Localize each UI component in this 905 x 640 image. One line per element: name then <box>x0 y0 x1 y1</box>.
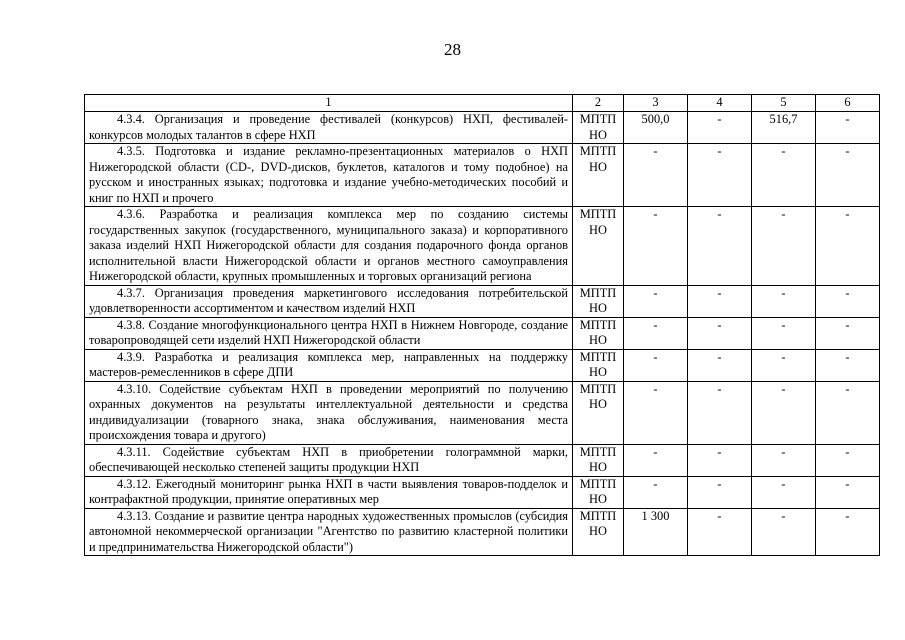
measure-description: 4.3.10. Содействие субъектам НХП в проведении мероприятий по получению охранных документов на результаты интеллектуальной деятельности и средства индивидуализации (товарного знака, знака обслуживания, наименования места происхождения товара и другого) <box>85 381 573 444</box>
program-table <box>84 94 880 556</box>
value-col-4: - <box>688 317 752 349</box>
responsible-org: МПТП НО <box>573 508 624 556</box>
table-row <box>85 381 880 444</box>
value-col-6: - <box>816 381 880 444</box>
table-row <box>85 144 880 207</box>
value-col-4: - <box>688 349 752 381</box>
value-col-4: - <box>688 207 752 286</box>
measure-description: 4.3.5. Подготовка и издание рекламно-презентационных материалов о НХП Нижегородской области (CD-, DVD-дисков, буклетов, каталогов и тому подобное) на русском и иностранных языках; подготовка и издание учебно-методических пособий и книг по НХП и прочего <box>85 144 573 207</box>
value-col-4: - <box>688 285 752 317</box>
value-col-5: - <box>752 207 816 286</box>
value-col-5: - <box>752 476 816 508</box>
value-col-5: - <box>752 444 816 476</box>
measure-description: 4.3.4. Организация и проведение фестивалей (конкурсов) НХП, фестивалей-конкурсов молодых талантов в сфере НХП <box>85 112 573 144</box>
responsible-org: МПТП НО <box>573 349 624 381</box>
value-col-5: - <box>752 508 816 556</box>
column-header-1: 1 <box>85 95 573 112</box>
value-col-6: - <box>816 317 880 349</box>
value-col-3: - <box>624 317 688 349</box>
value-col-6: - <box>816 444 880 476</box>
value-col-3: - <box>624 144 688 207</box>
table-row <box>85 285 880 317</box>
table-row <box>85 476 880 508</box>
value-col-3: - <box>624 207 688 286</box>
measure-description: 4.3.12. Ежегодный мониторинг рынка НХП в части выявления товаров-подделок и контрафактной продукции, принятие оперативных мер <box>85 476 573 508</box>
value-col-4: - <box>688 144 752 207</box>
measure-description: 4.3.11. Содействие субъектам НХП в приобретении голограммной марки, обеспечивающей несколько степеней защиты продукции НХП <box>85 444 573 476</box>
column-header-6: 6 <box>816 95 880 112</box>
value-col-4: - <box>688 444 752 476</box>
value-col-6: - <box>816 144 880 207</box>
value-col-4: - <box>688 508 752 556</box>
column-header-5: 5 <box>752 95 816 112</box>
table-row <box>85 349 880 381</box>
table-row <box>85 508 880 556</box>
column-header-3: 3 <box>624 95 688 112</box>
measure-description: 4.3.9. Разработка и реализация комплекса мер, направленных на поддержку мастеров-ремесленников в сфере ДПИ <box>85 349 573 381</box>
value-col-5: 516,7 <box>752 112 816 144</box>
table-row <box>85 207 880 286</box>
value-col-5: - <box>752 381 816 444</box>
table-row <box>85 112 880 144</box>
value-col-3: 500,0 <box>624 112 688 144</box>
value-col-5: - <box>752 144 816 207</box>
value-col-4: - <box>688 381 752 444</box>
measure-description: 4.3.7. Организация проведения маркетингового исследования потребительской удовлетворенности ассортиментом и качеством изделий НХП <box>85 285 573 317</box>
header-row <box>85 95 880 112</box>
value-col-4: - <box>688 476 752 508</box>
value-col-5: - <box>752 317 816 349</box>
value-col-3: 1 300 <box>624 508 688 556</box>
value-col-6: - <box>816 349 880 381</box>
responsible-org: МПТП НО <box>573 144 624 207</box>
table-row <box>85 444 880 476</box>
measure-description: 4.3.8. Создание многофункционального центра НХП в Нижнем Новгороде, создание товаропроводящей сети изделий НХП Нижегородской области <box>85 317 573 349</box>
value-col-3: - <box>624 444 688 476</box>
value-col-6: - <box>816 285 880 317</box>
value-col-3: - <box>624 349 688 381</box>
value-col-6: - <box>816 207 880 286</box>
value-col-5: - <box>752 285 816 317</box>
table-row <box>85 317 880 349</box>
table-body <box>85 112 880 556</box>
value-col-4: - <box>688 112 752 144</box>
responsible-org: МПТП НО <box>573 207 624 286</box>
value-col-6: - <box>816 112 880 144</box>
measure-description: 4.3.13. Создание и развитие центра народных художественных промыслов (субсидия автономной некоммерческой организации "Агентство по развитию кластерной политики и предпринимательства Нижегородской области") <box>85 508 573 556</box>
value-col-6: - <box>816 476 880 508</box>
responsible-org: МПТП НО <box>573 476 624 508</box>
value-col-3: - <box>624 381 688 444</box>
column-header-2: 2 <box>573 95 624 112</box>
measure-description: 4.3.6. Разработка и реализация комплекса мер по созданию системы государственных закупок (государственного, муниципального заказа) и корпоративного заказа изделий НХП Нижегородской области для создания подарочного фонда органов исполнительной власти Нижегородской области и органов местного самоуправления Нижегородской области, крупных промышленных и торговых организаций региона <box>85 207 573 286</box>
responsible-org: МПТП НО <box>573 317 624 349</box>
responsible-org: МПТП НО <box>573 285 624 317</box>
value-col-5: - <box>752 349 816 381</box>
column-header-4: 4 <box>688 95 752 112</box>
value-col-3: - <box>624 476 688 508</box>
responsible-org: МПТП НО <box>573 381 624 444</box>
page-number: 28 <box>444 40 461 59</box>
value-col-6: - <box>816 508 880 556</box>
responsible-org: МПТП НО <box>573 112 624 144</box>
responsible-org: МПТП НО <box>573 444 624 476</box>
value-col-3: - <box>624 285 688 317</box>
